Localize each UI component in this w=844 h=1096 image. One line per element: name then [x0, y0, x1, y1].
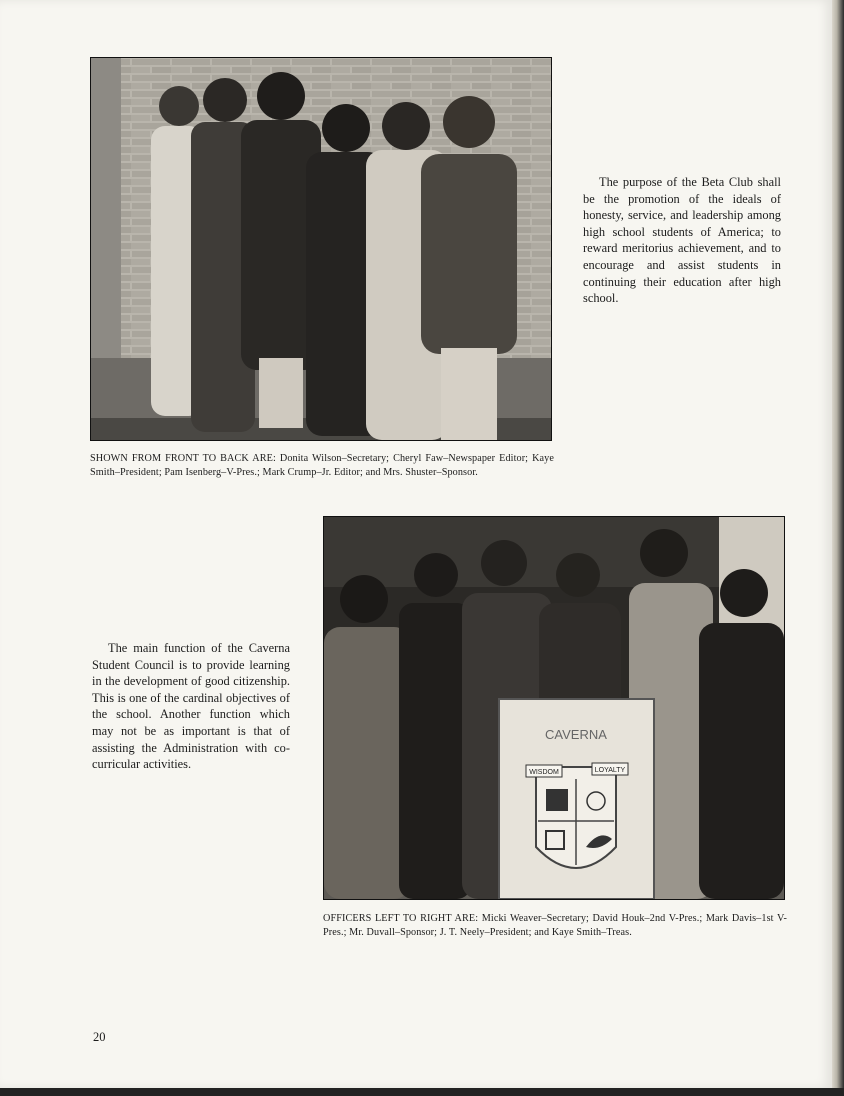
student-council-description: The main function of the Caverna Student Council is to provide learning in the development of good citizenship. This is one of the cardinal objectives of the school. Another function which may not be as important is that of assisting the Administration with co-curricular activities.	[92, 641, 290, 772]
page-bottom-edge	[0, 1088, 844, 1096]
student-council-photo-image	[324, 517, 784, 899]
student-council-caption-names: Micki Weaver–Secretary; David Houk–2nd V-Pres.; Mark Davis–1st V-Pres.; Mr. Duvall–Sponsor; J. T. Neely–President; and Kaye Smith–Treas.	[323, 913, 787, 938]
beta-club-caption	[90, 452, 554, 480]
beta-club-photo-image	[91, 58, 551, 440]
student-council-caption-lead: OFFICERS LEFT TO RIGHT ARE:	[323, 913, 479, 924]
page-number: 20	[93, 1030, 106, 1044]
student-council-caption	[323, 912, 787, 940]
student-council-photo	[323, 516, 785, 900]
podium-title: CAVERNA	[545, 727, 607, 742]
beta-club-caption-names: Donita Wilson–Secretary; Cheryl Faw–Newspaper Editor; Kaye Smith–President; Pam Isenberg–V-Pres.; Mark Crump–Jr. Editor; and Mrs. Shuster–Sponsor.	[90, 453, 554, 478]
beta-club-photo	[90, 57, 552, 441]
beta-club-caption-lead: SHOWN FROM FRONT TO BACK ARE:	[90, 453, 276, 464]
page-edge-shadow	[832, 0, 844, 1096]
podium-left-banner: WISDOM	[529, 769, 559, 776]
beta-club-description: The purpose of the Beta Club shall be the promotion of the ideals of honesty, service, and leadership among high school students of America; to reward meritorius achievement, and to encourage and assist students in continuing their education after high school.	[583, 175, 781, 306]
podium-right-banner: LOYALTY	[594, 767, 626, 774]
